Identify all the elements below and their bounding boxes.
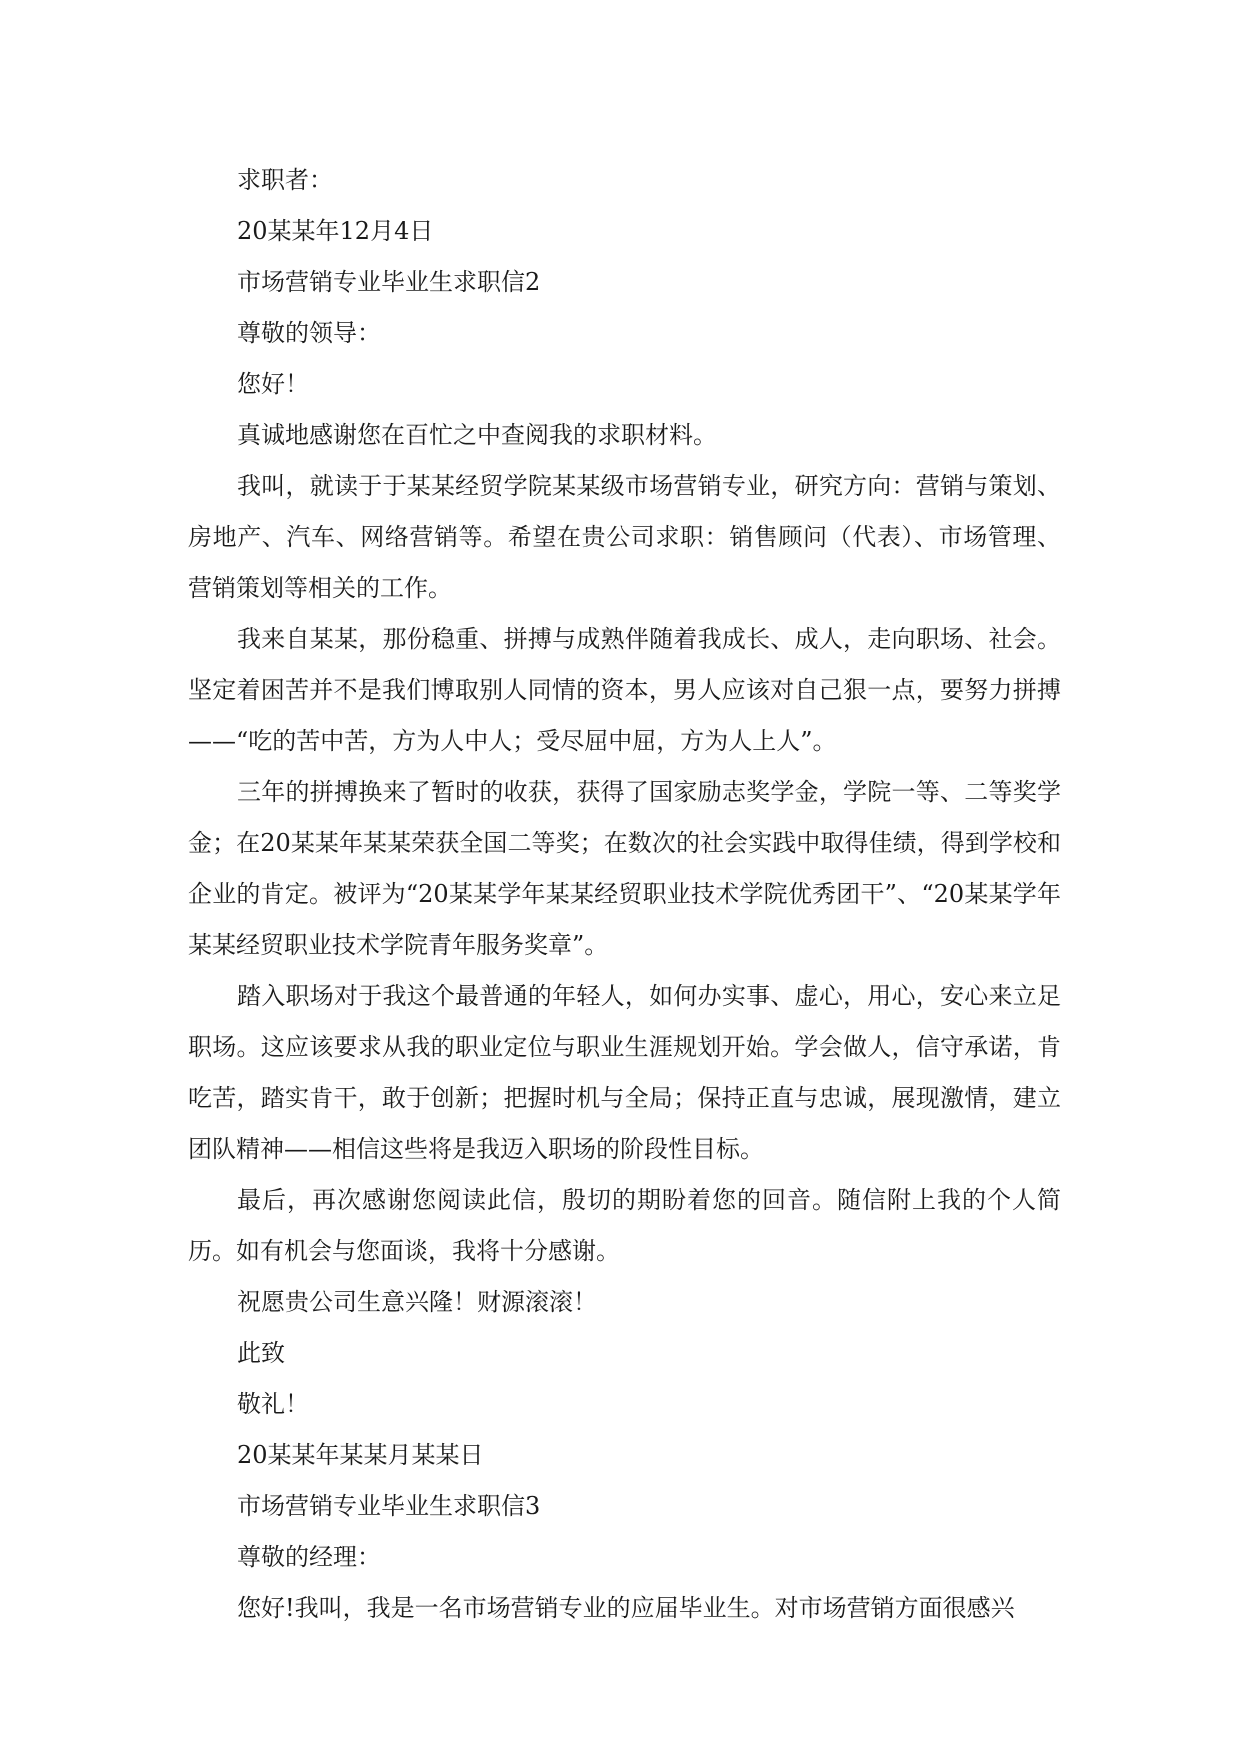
paragraph-background: 我来自某某，那份稳重、拼搏与成熟伴随着我成长、成人，走向职场、社会。坚定着困苦并不是我们博取别人同情的资本，男人应该对自己狠一点，要努力拼搏——“吃的苦中苦，方为人中人；受尽屈中屈，方为人上人”。 [188, 625, 1061, 755]
cizhi-line: 此致 [237, 1339, 285, 1367]
salutation-line: 尊敬的领导： [237, 319, 381, 347]
greeting-line: 您好！ [237, 370, 309, 398]
paragraph-closing: 最后，再次感谢您阅读此信，殷切的期盼着您的回音。随信附上我的个人简历。如有机会与您面谈，我将十分感谢。 [188, 1186, 1061, 1265]
jingli-line: 敬礼！ [237, 1390, 309, 1418]
signature-date-line: 20某某年某某月某某日 [237, 1441, 484, 1469]
last-line: 您好!我叫，我是一名市场营销专业的应届毕业生。对市场营销方面很感兴 [237, 1594, 1015, 1622]
paragraph-intro: 我叫，就读于于某某经贸学院某某级市场营销专业，研究方向：营销与策划、房地产、汽车、网络营销等。希望在贵公司求职：销售顾问（代表）、市场管理、营销策划等相关的工作。 [188, 472, 1061, 602]
salutation-manager-line: 尊敬的经理： [237, 1543, 381, 1571]
letter-title-3: 市场营销专业毕业生求职信3 [237, 1492, 541, 1520]
paragraph-achievements: 三年的拼搏换来了暂时的收获，获得了国家励志奖学金，学院一等、二等奖学金；在20某某年某某荣获全国二等奖；在数次的社会实践中取得佳绩，得到学校和企业的肯定。被评为“20某某学年某某经贸职业技术学院优秀团干”、“20某某学年某某经贸职业技术学院青年服务奖章”。 [188, 778, 1061, 959]
thanks-line: 真诚地感谢您在百忙之中查阅我的求职材料。 [237, 421, 717, 449]
document-body [188, 155, 1061, 1634]
applicant-line: 求职者： [237, 166, 333, 194]
letter-title-2: 市场营销专业毕业生求职信2 [237, 268, 541, 296]
paragraph-goals: 踏入职场对于我这个最普通的年轻人，如何办实事、虚心，用心，安心来立足职场。这应该要求从我的职业定位与职业生涯规划开始。学会做人，信守承诺，肯吃苦，踏实肯干，敢于创新；把握时机与全局；保持正直与忠诚，展现激情，建立团队精神——相信这些将是我迈入职场的阶段性目标。 [188, 982, 1061, 1163]
wishes-line: 祝愿贵公司生意兴隆！财源滚滚！ [237, 1288, 597, 1316]
date-line: 20某某年12月4日 [237, 217, 434, 245]
